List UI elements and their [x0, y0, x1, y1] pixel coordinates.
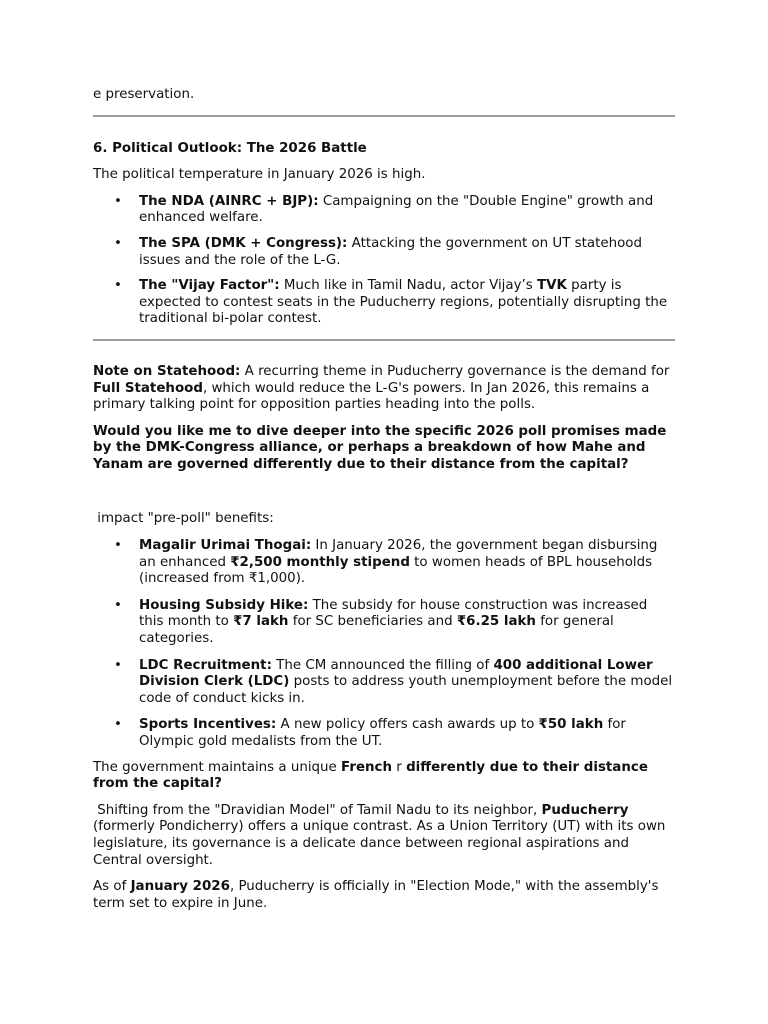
list-item: • Housing Subsidy Hike: The subsidy for house construction was increased this month to ₹7 lakh for SC beneficiaries and ₹6.25 lakh for general categories.: [93, 598, 675, 648]
election-mode-paragraph: As of January 2026, Puducherry is officially in "Election Mode," with the assembly's term set to expire in June.: [93, 879, 659, 911]
benefits-intro: impact "pre-poll" benefits:: [93, 510, 274, 526]
text-fragment: e preservation.: [93, 87, 195, 102]
list-item: • LDC Recruitment: The CM announced the filling of 400 additional Lower Division Clerk (LDC) posts to address youth unemployment before the model code of conduct kicks in.: [93, 658, 675, 708]
list-item: • Sports Incentives: A new policy offers cash awards up to ₹50 lakh for Olympic gold medalists from the UT.: [93, 717, 675, 750]
document-body: [93, 87, 675, 912]
section-intro: The political temperature in January 2026 is high.: [93, 167, 426, 183]
benefits-list: [93, 538, 675, 751]
party-list: [93, 194, 675, 328]
list-item: • The NDA (AINRC + BJP): Campaigning on the "Double Engine" growth and enhanced welfare.: [93, 194, 675, 227]
horizontal-rule: [93, 339, 675, 341]
follow-up-question: Would you like me to dive deeper into the specific 2026 poll promises made by the DMK-Congress alliance, or perhaps a breakdown of how Mahe and Yanam are governed differently due to their distance from the capital?: [93, 423, 667, 472]
list-item: • The "Vijay Factor": Much like in Tamil Nadu, actor Vijay’s TVK party is expected to contest seats in the Puducherry regions, potentially disrupting the traditional bi-polar contest.: [93, 278, 675, 328]
statehood-note: Note on Statehood: A recurring theme in Puducherry governance is the demand for Full Statehood, which would reduce the L-G's powers. In Jan 2026, this remains a primary talking point for opposition parties heading into the polls.: [93, 363, 670, 413]
shift-paragraph: Shifting from the "Dravidian Model" of Tamil Nadu to its neighbor, Puducherry (formerly Pondicherry) offers a unique contrast. As a Union Territory (UT) with its own legislature, its governance is a delicate dance between regional aspirations and Central oversight.: [93, 802, 670, 868]
list-item: • Magalir Urimai Thogai: In January 2026, the government began disbursing an enhanced ₹2,500 monthly stipend to women heads of BPL households (increased from ₹1,000).: [93, 538, 675, 588]
list-item: • The SPA (DMK + Congress): Attacking the government on UT statehood issues and the role of the L-G.: [93, 236, 675, 269]
french-paragraph: The government maintains a unique French r differently due to their distance from the capital?: [93, 759, 648, 792]
horizontal-rule: [93, 115, 675, 117]
section-heading: 6. Political Outlook: The 2026 Battle: [93, 140, 367, 156]
